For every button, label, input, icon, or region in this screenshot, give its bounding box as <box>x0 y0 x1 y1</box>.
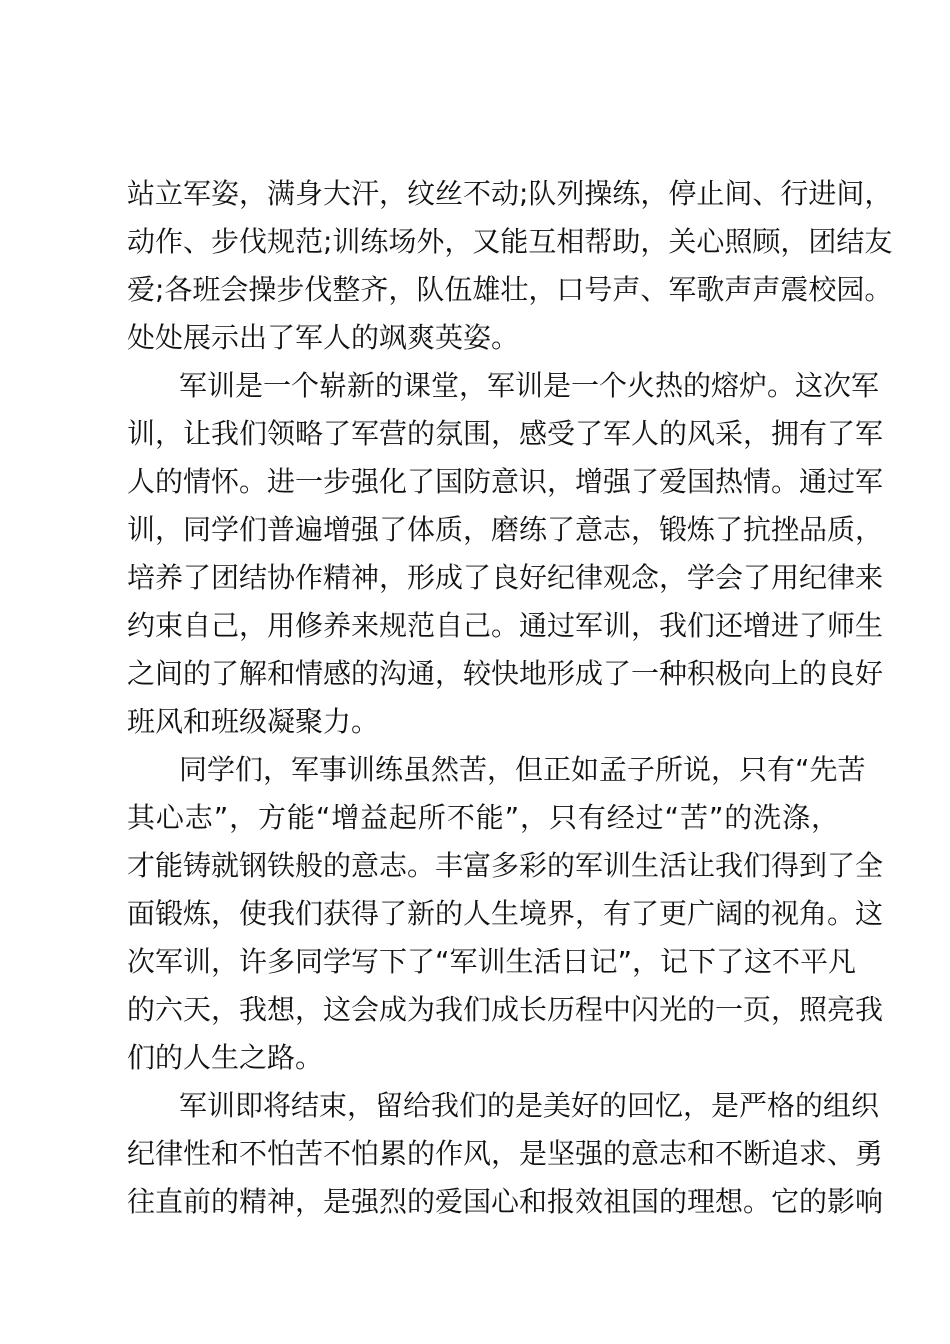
paragraph-3-line-2: 其心志”，方能“增益起所不能”，只有经过“苦”的洗涤， <box>127 801 839 834</box>
paragraph-1-line-1: 站立军姿，满身大汗，纹丝不动;队列操练，停止间、行进间， <box>127 177 893 210</box>
paragraph-2-line-7: 之间的了解和情感的沟通，较快地形成了一种积极向上的良好 <box>127 657 884 690</box>
paragraph-3-line-5: 次军训，许多同学写下了“军训生活日记”，记下了这不平凡 <box>127 945 857 978</box>
paragraph-4-line-3: 往直前的精神，是强烈的爱国心和报效祖国的理想。它的影响 <box>127 1185 884 1218</box>
paragraph-2-line-6: 约束自己，用修养来规范自己。通过军训，我们还增进了师生 <box>127 609 884 642</box>
paragraph-2-line-3: 人的情怀。进一步强化了国防意识，增强了爱国热情。通过军 <box>127 465 884 498</box>
paragraph-2-line-4: 训，同学们普遍增强了体质，磨练了意志，锻炼了抗挫品质， <box>127 513 884 546</box>
paragraph-2-line-5: 培养了团结协作精神，形成了良好纪律观念，学会了用纪律来 <box>127 561 884 594</box>
paragraph-3-line-4: 面锻炼，使我们获得了新的人生境界，有了更广阔的视角。这 <box>127 897 884 930</box>
paragraph-1-line-2: 动作、步伐规范;训练场外，又能互相帮助，关心照顾，团结友 <box>127 225 893 258</box>
paragraph-1-line-4: 处处展示出了军人的飒爽英姿。 <box>127 321 520 354</box>
paragraph-3-line-7: 们的人生之路。 <box>127 1041 324 1074</box>
paragraph-2-line-1: 军训是一个崭新的课堂，军训是一个火热的熔炉。这次军 <box>179 369 880 402</box>
paragraph-2-line-8: 班风和班级凝聚力。 <box>127 705 380 738</box>
paragraph-2-line-2: 训，让我们领略了军营的氛围，感受了军人的风采，拥有了军 <box>127 417 884 450</box>
paragraph-4-line-2: 纪律性和不怕苦不怕累的作风，是坚强的意志和不断追求、勇 <box>127 1137 884 1170</box>
paragraph-4-line-1: 军训即将结束，留给我们的是美好的回忆，是严格的组织 <box>179 1089 880 1122</box>
paragraph-3-line-6: 的六天，我想，这会成为我们成长历程中闪光的一页，照亮我 <box>127 993 884 1026</box>
document-body <box>127 170 893 1226</box>
paragraph-1-line-3: 爱;各班会操步伐整齐，队伍雄壮，口号声、军歌声声震校园。 <box>127 273 893 306</box>
paragraph-3-line-3: 才能铸就钢铁般的意志。丰富多彩的军训生活让我们得到了全 <box>127 849 884 882</box>
paragraph-3-line-1: 同学们，军事训练虽然苦，但正如孟子所说，只有“先苦 <box>179 753 866 786</box>
